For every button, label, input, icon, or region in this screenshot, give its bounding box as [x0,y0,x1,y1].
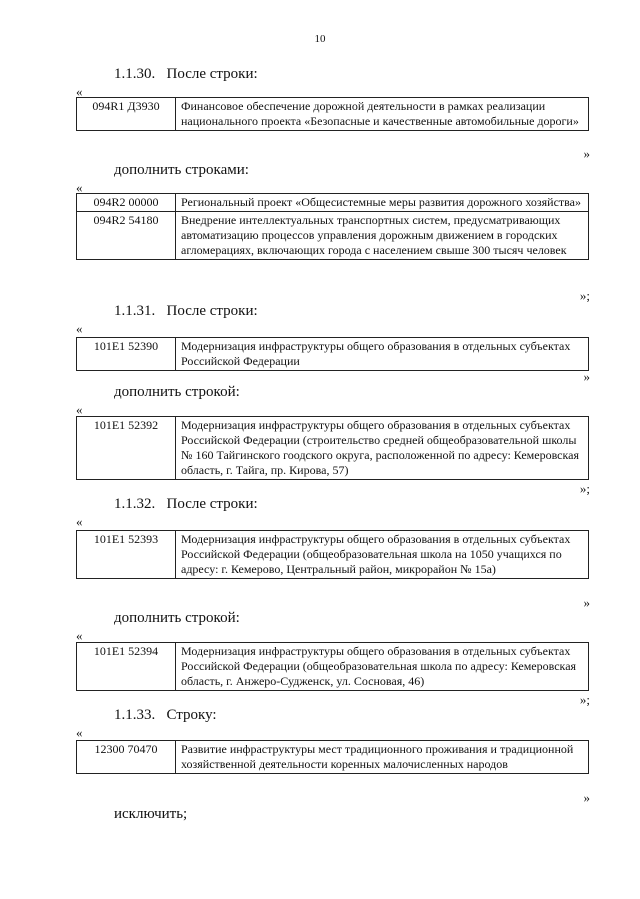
close-quote: » [583,146,590,161]
budget-code-table [76,416,589,480]
close-quote: » [583,369,590,384]
description-cell: Внедрение интеллектуальных транспортных систем, предусматривающих автоматизацию процессов управления дорожным движением в городских агломерациях, включающих города с населением свыше 300 тысяч человек [176,212,589,260]
section-heading: 1.1.32. После строки: [114,496,258,512]
budget-code-cell: 101E1 52394 [77,643,176,691]
open-quote: « [76,84,83,99]
budget-code-cell: 12300 70470 [77,741,176,774]
budget-code-table [76,530,589,579]
open-quote: « [76,725,83,740]
table-row [77,194,589,212]
description-cell: Модернизация инфраструктуры общего образования в отдельных субъектах Российской Федерации [176,338,589,371]
budget-code-table [76,642,589,691]
budget-code-cell: 101E1 52390 [77,338,176,371]
open-quote: « [76,514,83,529]
section-heading: дополнить строками: [114,162,249,178]
open-quote: « [76,321,83,336]
open-quote: « [76,180,83,195]
section-heading: 1.1.33. Строку: [114,707,217,723]
table-row [77,643,589,691]
budget-code-cell: 094R2 00000 [77,194,176,212]
description-cell: Модернизация инфраструктуры общего образования в отдельных субъектах Российской Федерации (строительство средней общеобразовательной школы № 160 Тайгинского гоодского округа, расположенной по адресу: Кемеровская область, г. Тайга, пр. Кирова, 57) [176,417,589,480]
budget-code-table [76,97,589,131]
table-row [77,417,589,480]
budget-code-cell: 094R2 54180 [77,212,176,260]
section-heading: 1.1.30. После строки: [114,66,258,82]
section-heading: дополнить строкой: [114,384,240,400]
close-quote: »; [579,288,590,303]
description-cell: Развитие инфраструктуры мест традиционного проживания и традиционной хозяйственной деятельности коренных малочисленных народов [176,741,589,774]
description-cell: Модернизация инфраструктуры общего образования в отдельных субъектах Российской Федерации (общеобразовательная школа на 1050 учащихся по адресу: г. Кемерово, Центральный район, микрорайон № 15а) [176,531,589,579]
close-quote: » [583,790,590,805]
table-row [77,98,589,131]
budget-code-table [76,740,589,774]
budget-code-table [76,193,589,260]
table-row [77,212,589,260]
description-cell: Региональный проект «Общесистемные меры развития дорожного хозяйства» [176,194,589,212]
close-quote: » [583,595,590,610]
description-cell: Финансовое обеспечение дорожной деятельности в рамках реализации национального проекта «Безопасные и качественные автомобильные дороги» [176,98,589,131]
close-quote: »; [579,481,590,496]
page-number: 10 [314,33,326,45]
table-row [77,338,589,371]
table-row [77,531,589,579]
budget-code-cell: 094R1 Д3930 [77,98,176,131]
budget-code-table [76,337,589,371]
section-heading: 1.1.31. После строки: [114,303,258,319]
budget-code-cell: 101E1 52392 [77,417,176,480]
section-heading: дополнить строкой: [114,610,240,626]
description-cell: Модернизация инфраструктуры общего образования в отдельных субъектах Российской Федерации (общеобразовательная школа по адресу: Кемеровская область, г. Анжеро-Судженск, ул. Сосновая, 46) [176,643,589,691]
final-instruction: исключить; [114,806,188,822]
open-quote: « [76,402,83,417]
budget-code-cell: 101E1 52393 [77,531,176,579]
open-quote: « [76,628,83,643]
close-quote: »; [579,692,590,707]
table-row [77,741,589,774]
